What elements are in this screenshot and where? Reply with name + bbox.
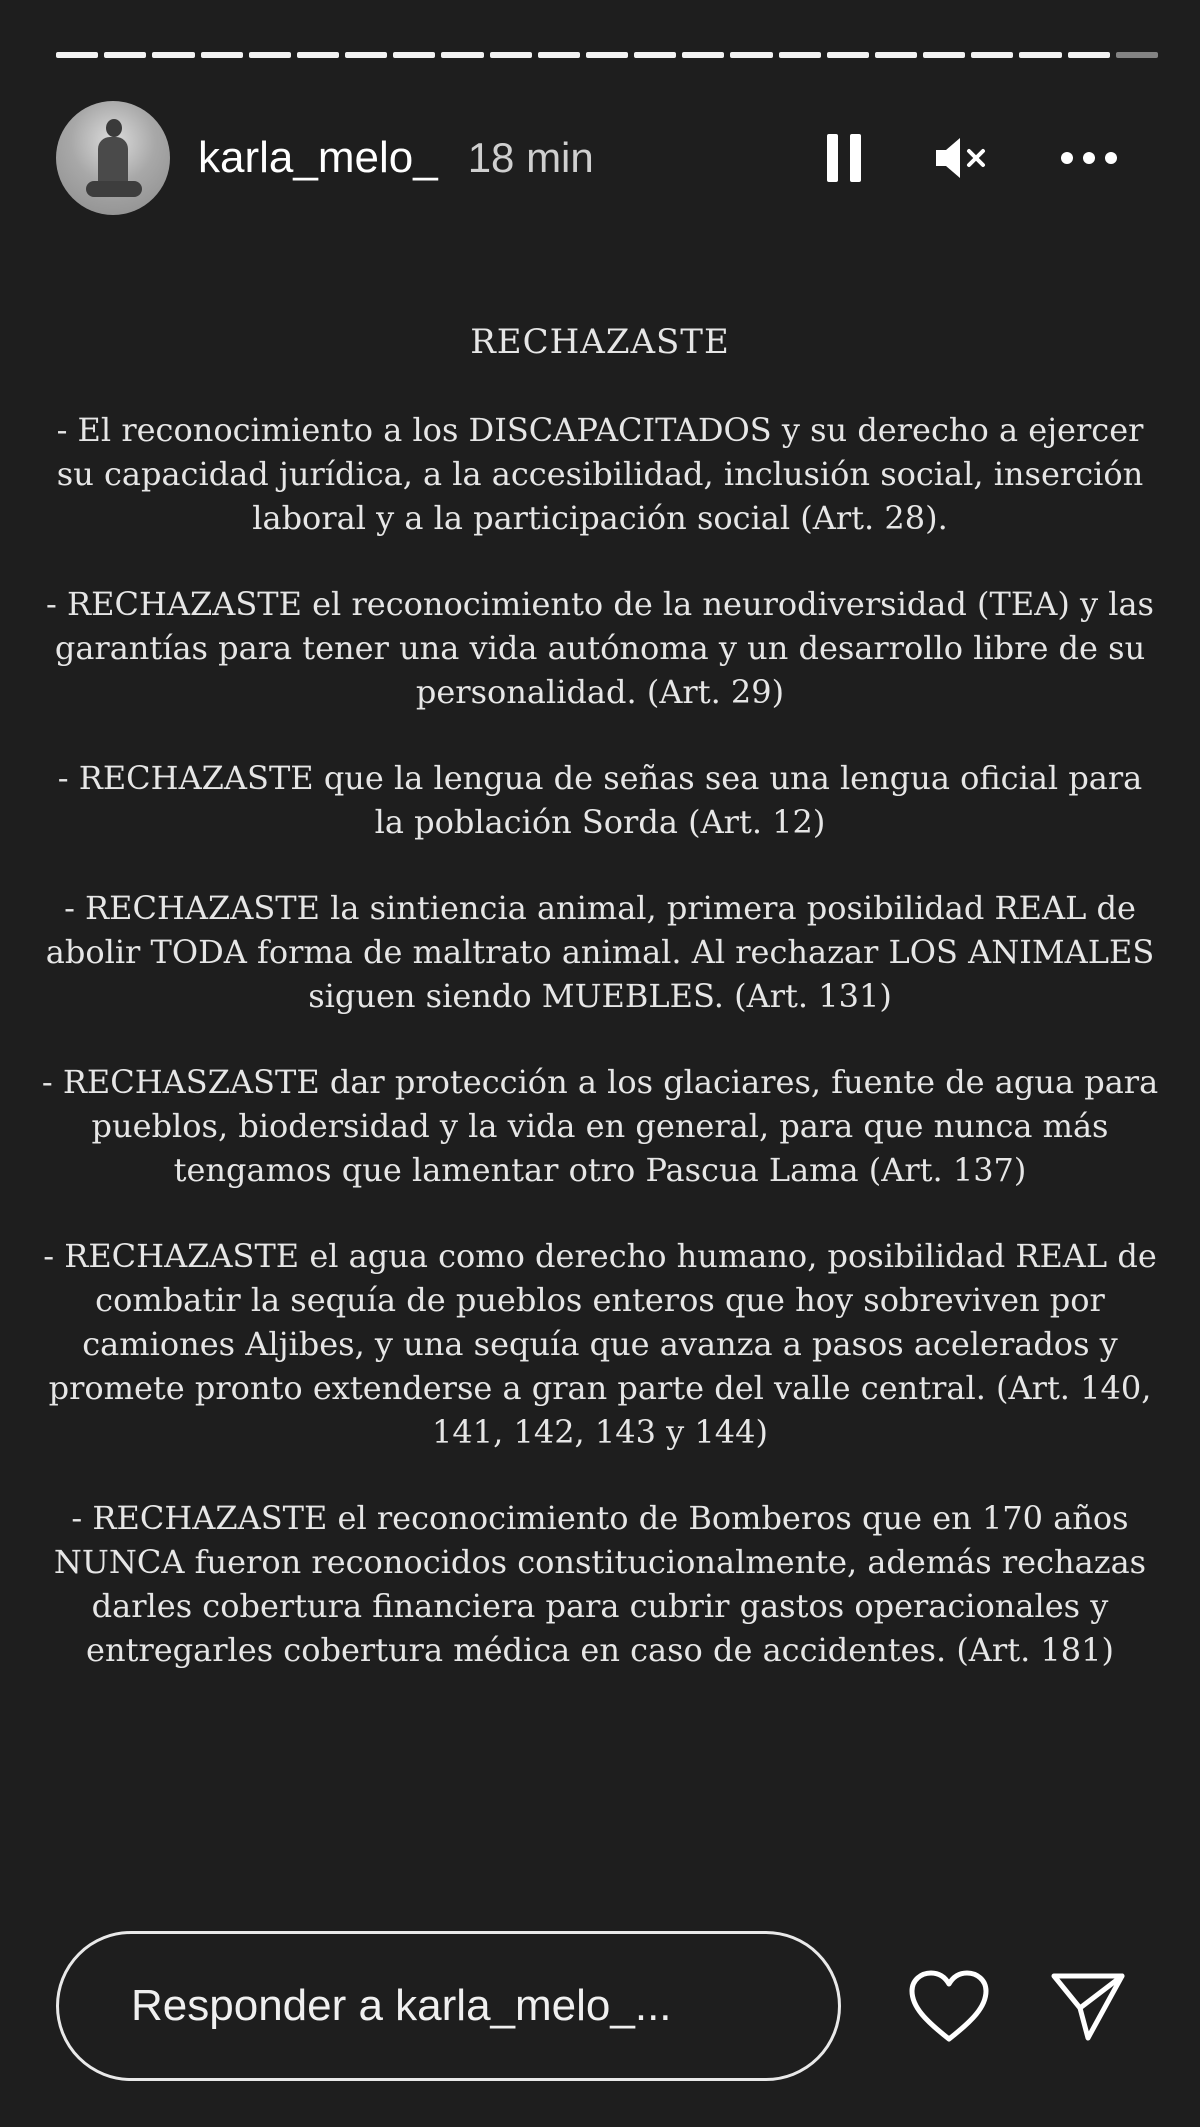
progress-segment: [201, 52, 243, 58]
progress-segment: [297, 52, 339, 58]
progress-segment: [1116, 52, 1158, 58]
progress-segment: [56, 52, 98, 58]
pause-icon: [824, 132, 864, 184]
story-progress-bar: [56, 52, 1158, 58]
progress-segment: [345, 52, 387, 58]
story-paragraph: - RECHAZASTE que la lengua de señas sea una lengua oficial para la población Sorda (Art. 12): [57, 759, 1143, 841]
progress-segment: [875, 52, 917, 58]
share-icon: [1050, 1970, 1126, 2042]
avatar-figure-legs: [86, 181, 142, 197]
progress-segment: [634, 52, 676, 58]
username[interactable]: karla_melo_: [198, 133, 438, 182]
progress-segment: [538, 52, 580, 58]
avatar-figure-head: [106, 119, 122, 137]
story-paragraph: - El reconocimiento a los DISCAPACITADOS y su derecho a ejercer su capacidad jurídica, a la accesibilidad, inclusión social, inserción laboral y a la participación social (Art. 28).: [56, 411, 1144, 537]
progress-segment: [682, 52, 724, 58]
progress-segment: [393, 52, 435, 58]
story-footer: [56, 1928, 1158, 2084]
footer-actions: [908, 1969, 1126, 2043]
pause-button[interactable]: [824, 132, 864, 184]
progress-segment: [441, 52, 483, 58]
post-time: 18 min: [467, 134, 594, 181]
progress-segment: [586, 52, 628, 58]
heart-icon: [908, 1969, 990, 2043]
avatar[interactable]: [56, 101, 170, 215]
mute-button[interactable]: [934, 134, 990, 182]
more-icon: [1060, 151, 1118, 165]
story-paragraph: - RECHAZASTE la sintiencia animal, primera posibilidad REAL de abolir TODA forma de maltrato animal. Al rechazar LOS ANIMALES siguen siendo MUEBLES. (Art. 131): [45, 889, 1155, 1015]
mute-icon: [934, 134, 990, 182]
progress-segment: [779, 52, 821, 58]
progress-segment: [249, 52, 291, 58]
like-button[interactable]: [908, 1969, 990, 2043]
progress-segment: [104, 52, 146, 58]
progress-segment: [1019, 52, 1061, 58]
story-title: RECHAZASTE: [470, 322, 730, 362]
progress-segment: [827, 52, 869, 58]
header-actions: [824, 132, 1118, 184]
progress-segment: [923, 52, 965, 58]
story-paragraph: - RECHASZASTE dar protección a los glaciares, fuente de agua para pueblos, biodersidad y la vida en general, para que nunca más tengamos que lamentar otro Pascua Lama (Art. 137): [41, 1063, 1159, 1189]
progress-segment: [730, 52, 772, 58]
story-paragraph: - RECHAZASTE el agua como derecho humano, posibilidad REAL de combatir la sequía de pueblos enteros que hoy sobreviven por camiones Aljibes, y una sequía que avanza a pasos acelerados y promete pronto extenderse a gran parte del valle central. (Art. 140, 141, 142, 143 y 144): [43, 1237, 1157, 1451]
reply-input[interactable]: [56, 1931, 841, 2081]
progress-segment: [971, 52, 1013, 58]
share-button[interactable]: [1050, 1970, 1126, 2042]
story-content: [40, 320, 1160, 1714]
story-paragraph: - RECHAZASTE el reconocimiento de la neurodiversidad (TEA) y las garantías para tener una vida autónoma y un desarrollo libre de su personalidad. (Art. 29): [46, 585, 1154, 711]
progress-segment: [152, 52, 194, 58]
more-options-button[interactable]: [1060, 151, 1118, 165]
story-header: [56, 100, 1158, 216]
progress-segment: [1068, 52, 1110, 58]
progress-segment: [490, 52, 532, 58]
story-paragraph: - RECHAZASTE el reconocimiento de Bomberos que en 170 años NUNCA fueron reconocidos constitucionalmente, además rechazas darles cobertura financiera para cubrir gastos operacionales y entregarles cobertura médica en caso de accidentes. (Art. 181): [53, 1499, 1147, 1669]
